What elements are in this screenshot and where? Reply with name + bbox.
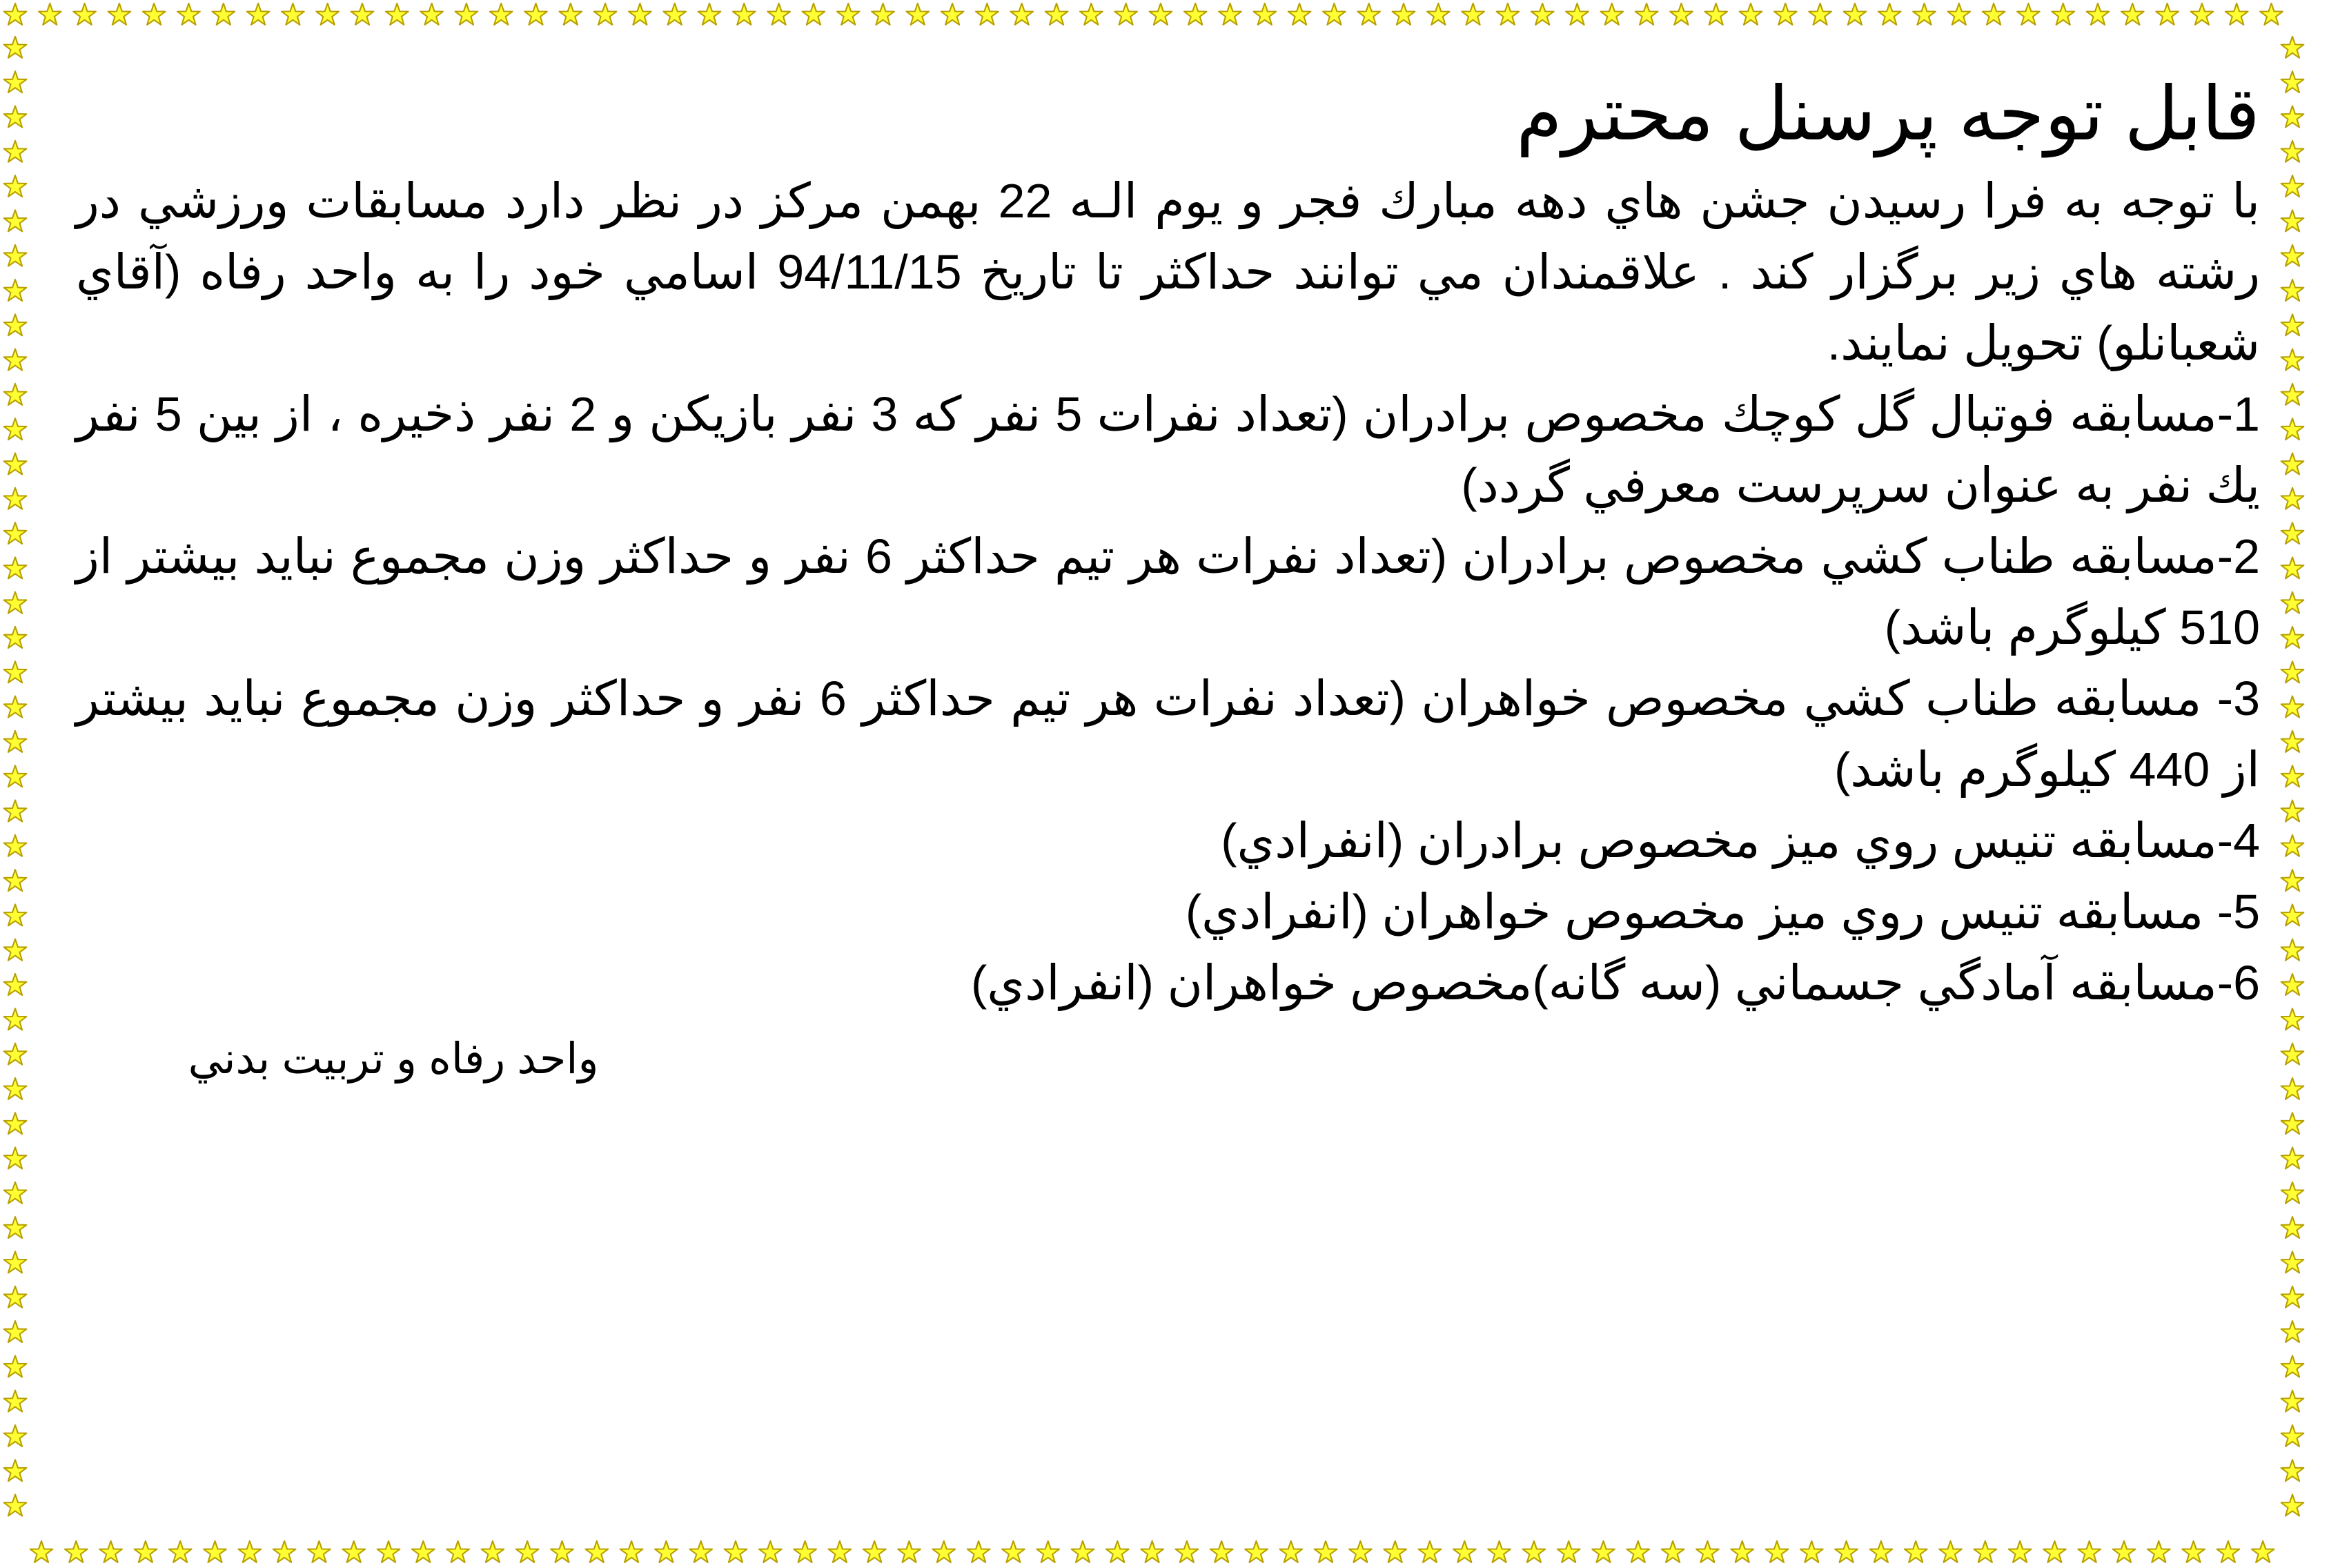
star-icon [1357, 3, 1380, 25]
star-icon [4, 557, 27, 578]
star-icon [386, 3, 409, 25]
star-icon [2281, 314, 2304, 335]
star-icon [135, 1541, 157, 1562]
star-icon [1315, 1541, 1337, 1562]
star-icon [238, 1541, 261, 1562]
star-icon [1002, 1541, 1025, 1562]
star-icon [1531, 3, 1554, 25]
star-icon [1419, 1541, 1442, 1562]
star-icon [247, 3, 270, 25]
star-icon [1835, 1541, 1858, 1562]
star-icon [2281, 210, 2304, 231]
star-icon [4, 106, 27, 128]
star-icon [2281, 1008, 2304, 1030]
star-icon [1939, 1541, 1962, 1562]
star-icon [2281, 349, 2304, 371]
notice-title: قابل توجه پرسنل محترم [1515, 72, 2260, 155]
star-icon [1150, 3, 1172, 25]
star-icon [941, 3, 964, 25]
notice-intro: با توجه به فرا رسيدن جشن هاي دهه مبارك فجر و يوم الـه 22 بهمن مركز در نظر دارد مسابقات ورزشي در رشته هاي زير برگزار كند . علاقمندان مي توانند حداكثر تا تاريخ 94/11/15 اسامي خود را به واحد رفاه (آقاي شعبانلو) تحويل نمايند. [76, 174, 2260, 370]
star-icon [65, 1541, 88, 1562]
star-icon [4, 1113, 27, 1134]
star-icon [1800, 1541, 1823, 1562]
star-icon [2281, 384, 2304, 405]
star-icon [1141, 1541, 1163, 1562]
star-icon [490, 3, 513, 25]
star-icon [2281, 557, 2304, 578]
star-icon [4, 765, 27, 787]
star-icon [2281, 488, 2304, 509]
star-icon [4, 418, 27, 440]
star-icon [2087, 3, 2110, 25]
star-icon [2281, 280, 2304, 301]
star-icon [1488, 1541, 1511, 1562]
star-icon [1253, 3, 1276, 25]
star-icon [2182, 1541, 2205, 1562]
star-icon [4, 3, 27, 25]
star-icon [4, 1043, 27, 1065]
star-icon [837, 3, 860, 25]
star-icon [1219, 3, 1241, 25]
star-icon [698, 3, 721, 25]
star-icon [4, 37, 27, 58]
star-icon [1010, 3, 1033, 25]
star-icon [2281, 835, 2304, 856]
star-icon [2281, 1286, 2304, 1308]
star-icon [4, 696, 27, 718]
star-icon [2281, 974, 2304, 995]
star-icon [559, 3, 582, 25]
notice-body [76, 62, 2260, 1019]
star-icon [863, 1541, 886, 1562]
star-icon [446, 1541, 469, 1562]
star-icon [2281, 1217, 2304, 1238]
star-icon [4, 939, 27, 961]
star-icon [4, 245, 27, 266]
star-icon [1245, 1541, 1268, 1562]
star-icon [2281, 1113, 2304, 1134]
star-icon [455, 3, 478, 25]
star-icon [967, 1541, 990, 1562]
star-icon [4, 1008, 27, 1030]
star-icon [377, 1541, 400, 1562]
star-icon [2281, 904, 2304, 925]
star-icon [169, 1541, 192, 1562]
star-icon [4, 1078, 27, 1099]
star-icon [2281, 661, 2304, 683]
star-icon [1036, 1541, 1059, 1562]
star-icon [4, 384, 27, 405]
star-icon [4, 1391, 27, 1412]
star-icon [4, 1148, 27, 1169]
star-icon [4, 1355, 27, 1377]
star-icon [1878, 3, 1901, 25]
star-icon [2252, 1541, 2274, 1562]
star-icon [282, 3, 304, 25]
star-icon [1045, 3, 1068, 25]
star-icon [4, 801, 27, 822]
star-icon [420, 3, 443, 25]
star-icon [2225, 3, 2248, 25]
star-icon [4, 349, 27, 371]
star-icon [1740, 3, 1762, 25]
star-icon [4, 280, 27, 301]
star-icon [1662, 1541, 1684, 1562]
list-item-6: 6-مسابقه آمادگي جسماني (سه گانه)مخصوص خواهران (انفرادي) [971, 956, 2260, 1010]
list-item-5: 5- مسابقه تنيس روي ميز مخصوص خواهران (انفرادي) [1185, 885, 2260, 939]
star-icon [2281, 1078, 2304, 1099]
star-icon [4, 627, 27, 648]
star-icon [73, 3, 96, 25]
star-icon [2281, 106, 2304, 128]
star-icon [516, 1541, 539, 1562]
star-icon [2281, 1425, 2304, 1447]
star-icon [1600, 3, 1623, 25]
star-icon [4, 904, 27, 925]
star-icon [1288, 3, 1311, 25]
star-icon [342, 1541, 365, 1562]
star-icon [1393, 3, 1415, 25]
star-icon [655, 1541, 678, 1562]
star-icon [1497, 3, 1520, 25]
star-icon [2281, 696, 2304, 718]
star-icon [2121, 3, 2144, 25]
star-icon [976, 3, 999, 25]
star-icon [2281, 627, 2304, 648]
star-icon [2281, 939, 2304, 961]
star-icon [1523, 1541, 1546, 1562]
star-icon [4, 731, 27, 752]
star-icon [2281, 37, 2304, 58]
star-icon [39, 3, 61, 25]
star-icon [4, 141, 27, 162]
star-icon [4, 488, 27, 509]
star-icon [204, 1541, 226, 1562]
star-icon [1809, 3, 1831, 25]
star-icon [412, 1541, 435, 1562]
star-icon [4, 1495, 27, 1516]
star-icon [1106, 1541, 1129, 1562]
star-icon [143, 3, 166, 25]
star-icon [551, 1541, 573, 1562]
star-icon [2281, 1321, 2304, 1342]
star-icon [585, 1541, 608, 1562]
star-icon [2281, 801, 2304, 822]
star-icon [4, 1251, 27, 1273]
list-item-4: 4-مسابقه تنيس روي ميز مخصوص برادران (انفرادي) [1221, 814, 2260, 868]
star-icon [2281, 1391, 2304, 1412]
signature: واحد رفاه و تربيت بدني [188, 1035, 599, 1083]
star-icon [2281, 1148, 2304, 1169]
star-icon [4, 314, 27, 335]
star-icon [829, 1541, 852, 1562]
star-icon [733, 3, 756, 25]
star-icon [1080, 3, 1103, 25]
star-icon [2281, 245, 2304, 266]
star-icon [99, 1541, 122, 1562]
star-icon [108, 3, 131, 25]
star-icon [2281, 1355, 2304, 1377]
star-icon [1349, 1541, 1372, 1562]
star-icon [2052, 3, 2074, 25]
star-icon [2191, 3, 2214, 25]
star-icon [4, 210, 27, 231]
star-icon [1670, 3, 1693, 25]
star-icon [906, 3, 929, 25]
star-icon [2043, 1541, 2066, 1562]
star-icon [1323, 3, 1346, 25]
star-icon [2281, 1251, 2304, 1273]
star-icon [1184, 3, 1207, 25]
star-icon [1635, 3, 1658, 25]
star-icon [620, 1541, 643, 1562]
star-icon [524, 3, 547, 25]
star-icon [4, 175, 27, 197]
star-icon [273, 1541, 296, 1562]
star-icon [2147, 1541, 2170, 1562]
star-icon [1566, 3, 1589, 25]
star-icon [1072, 1541, 1094, 1562]
star-icon [1766, 1541, 1789, 1562]
star-icon [1210, 1541, 1233, 1562]
star-icon [2281, 1495, 2304, 1516]
star-icon [351, 3, 374, 25]
star-icon [1704, 3, 1727, 25]
star-icon [2078, 1541, 2101, 1562]
star-icon [177, 3, 200, 25]
star-icon [767, 3, 790, 25]
star-icon [1427, 3, 1450, 25]
star-icon [4, 1425, 27, 1447]
list-item-3: 3- مسابقه طناب كشي مخصوص خواهران (تعداد نفرات هر تيم حداكثر 6 نفر و حداكثر وزن مجموع نبايد بيشتر از 440 كيلوگرم باشد) [76, 672, 2260, 796]
star-icon [2281, 1043, 2304, 1065]
star-icon [2281, 765, 2304, 787]
star-icon [2113, 1541, 2136, 1562]
star-icon [663, 3, 686, 25]
star-icon [1279, 1541, 1302, 1562]
star-icon [2281, 592, 2304, 614]
star-icon [2281, 141, 2304, 162]
star-icon [316, 3, 339, 25]
star-icon [759, 1541, 782, 1562]
star-icon [4, 1286, 27, 1308]
star-icon [2281, 731, 2304, 752]
star-icon [1731, 1541, 1753, 1562]
star-icon [872, 3, 894, 25]
star-icon [2217, 1541, 2240, 1562]
star-icon [932, 1541, 955, 1562]
star-icon [1905, 1541, 1927, 1562]
star-icon [482, 1541, 504, 1562]
star-icon [2281, 522, 2304, 544]
star-icon [4, 1460, 27, 1481]
star-icon [725, 1541, 747, 1562]
star-icon [1844, 3, 1867, 25]
star-icon [4, 974, 27, 995]
star-icon [2017, 3, 2040, 25]
star-icon [4, 1321, 27, 1342]
star-icon [2009, 1541, 2032, 1562]
star-icon [2281, 870, 2304, 891]
star-icon [4, 71, 27, 92]
star-icon [803, 3, 825, 25]
star-icon [1384, 1541, 1406, 1562]
star-icon [1774, 3, 1797, 25]
star-icon [898, 1541, 921, 1562]
star-icon [2281, 418, 2304, 440]
star-icon [1462, 3, 1484, 25]
star-icon [4, 592, 27, 614]
star-icon [4, 453, 27, 475]
list-item-1: 1-مسابقه فوتبال گل كوچك مخصوص برادران (تعداد نفرات 5 نفر كه 3 نفر بازيكن و 2 نفر ذخيره ، از بين 5 نفر يك نفر به عنوان سرپرست معرفي گردد) [76, 387, 2260, 512]
star-icon [1114, 3, 1137, 25]
star-icon [4, 1217, 27, 1238]
star-icon [2156, 3, 2179, 25]
star-icon [2281, 1182, 2304, 1204]
list-item-2: 2-مسابقه طناب كشي مخصوص برادران (تعداد نفرات هر تيم حداكثر 6 نفر و حداكثر وزن مجموع نبايد بيشتر از 510 كيلوگرم باشد) [76, 529, 2260, 654]
star-icon [1176, 1541, 1199, 1562]
star-icon [1947, 3, 1970, 25]
star-icon [4, 1182, 27, 1204]
star-icon [1592, 1541, 1615, 1562]
star-icon [4, 522, 27, 544]
star-icon [1974, 1541, 1996, 1562]
star-icon [4, 835, 27, 856]
star-icon [689, 1541, 712, 1562]
star-icon [212, 3, 235, 25]
star-icon [1453, 1541, 1476, 1562]
star-icon [1870, 1541, 1893, 1562]
star-icon [4, 661, 27, 683]
star-icon [1557, 1541, 1580, 1562]
star-icon [629, 3, 651, 25]
star-icon [2281, 1460, 2304, 1481]
star-icon [2281, 453, 2304, 475]
star-icon [1913, 3, 1936, 25]
star-icon [794, 1541, 816, 1562]
star-icon [594, 3, 617, 25]
star-icon [1983, 3, 2005, 25]
star-icon [30, 1541, 53, 1562]
star-icon [2281, 175, 2304, 197]
star-icon [1626, 1541, 1649, 1562]
star-icon [1696, 1541, 1719, 1562]
star-icon [4, 870, 27, 891]
star-icon [2281, 71, 2304, 92]
star-icon [308, 1541, 331, 1562]
star-icon [2260, 3, 2283, 25]
